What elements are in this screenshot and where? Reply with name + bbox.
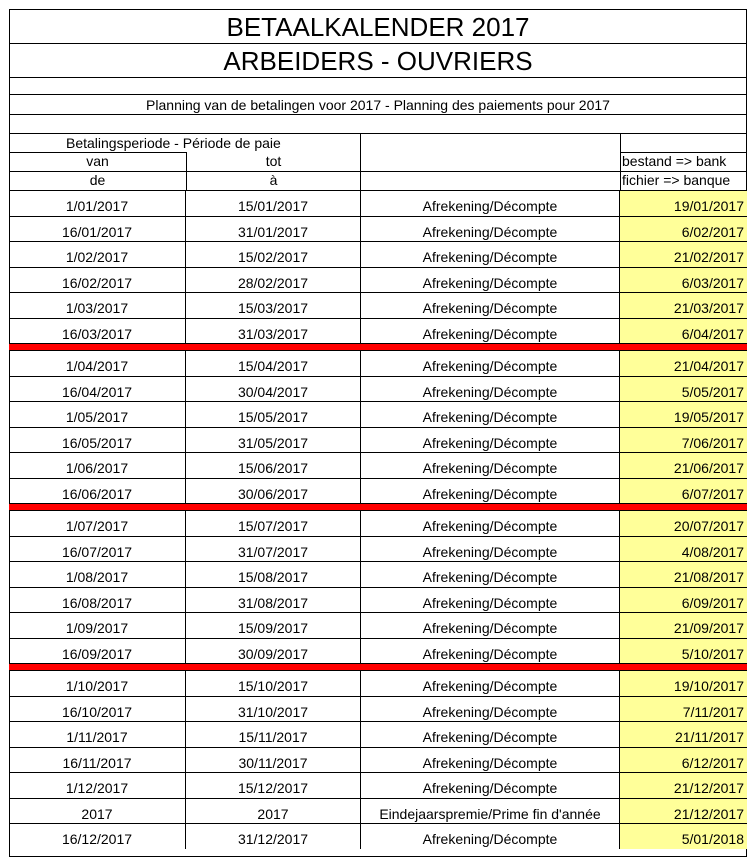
table-row (9, 587, 747, 613)
file-date-cell: 6/03/2017 (620, 268, 747, 293)
table-row (9, 747, 747, 773)
period-start-cell: 16/11/2017 (9, 748, 186, 773)
period-header: Betalingsperiode - Période de paie (66, 135, 281, 151)
period-end-cell: 30/04/2017 (186, 377, 361, 402)
payment-type-cell: Afrekening/Décompte (361, 588, 620, 613)
period-end-cell: 15/07/2017 (186, 511, 361, 536)
table-row (9, 190, 747, 216)
planning-caption: Planning van de betalingen voor 2017 - Planning des paiements pour 2017 (9, 94, 747, 114)
table-row (9, 772, 747, 798)
table-row (9, 696, 747, 722)
payment-type-cell: Afrekening/Décompte (361, 748, 620, 773)
payment-type-cell: Afrekening/Décompte (361, 537, 620, 562)
header-divider (620, 133, 621, 190)
file-date-cell: 5/10/2017 (620, 639, 747, 664)
period-start-cell: 1/03/2017 (9, 293, 186, 318)
period-end-cell: 30/11/2017 (186, 748, 361, 773)
page-title: BETAALKALENDER 2017 (9, 9, 747, 43)
payment-type-cell: Afrekening/Décompte (361, 722, 620, 747)
table-row (9, 241, 747, 267)
file-date-cell: 21/06/2017 (620, 453, 747, 478)
period-start-cell: 1/07/2017 (9, 511, 186, 536)
van-header: van (86, 153, 109, 169)
table-row (9, 670, 747, 696)
payment-type-cell: Afrekening/Décompte (361, 773, 620, 798)
payment-type-cell: Afrekening/Décompte (361, 351, 620, 376)
period-start-cell: 1/01/2017 (9, 191, 186, 216)
period-end-cell: 15/03/2017 (186, 293, 361, 318)
period-start-cell: 16/05/2017 (9, 428, 186, 453)
period-end-cell: 15/09/2017 (186, 613, 361, 638)
table-row (9, 318, 747, 344)
payment-type-cell: Afrekening/Décompte (361, 613, 620, 638)
file-date-cell: 7/06/2017 (620, 428, 747, 453)
spacer-row (9, 77, 747, 94)
file-date-cell: 6/07/2017 (620, 479, 747, 504)
payment-type-cell: Afrekening/Décompte (361, 479, 620, 504)
period-end-cell: 31/10/2017 (186, 697, 361, 722)
file-date-cell: 6/02/2017 (620, 217, 747, 242)
table-row (9, 510, 747, 536)
period-end-cell: 15/01/2017 (186, 191, 361, 216)
table-row (9, 216, 747, 242)
period-start-cell: 1/06/2017 (9, 453, 186, 478)
period-end-cell: 31/07/2017 (186, 537, 361, 562)
period-start-cell: 1/11/2017 (9, 722, 186, 747)
period-end-cell: 15/05/2017 (186, 402, 361, 427)
period-start-cell: 16/06/2017 (9, 479, 186, 504)
file-date-cell: 19/01/2017 (620, 191, 747, 216)
file-date-cell: 21/04/2017 (620, 351, 747, 376)
payment-type-cell: Afrekening/Décompte (361, 671, 620, 696)
period-end-cell: 15/04/2017 (186, 351, 361, 376)
table-row (9, 478, 747, 504)
file-date-cell: 5/01/2018 (620, 824, 747, 849)
payment-type-cell: Afrekening/Décompte (361, 293, 620, 318)
file-date-cell: 21/12/2017 (620, 773, 747, 798)
a-header: à (269, 172, 278, 188)
file-date-cell: 6/12/2017 (620, 748, 747, 773)
bestand-header: bestand => bank (622, 153, 727, 169)
table-row (9, 350, 747, 376)
file-date-cell: 19/05/2017 (620, 402, 747, 427)
period-end-cell: 28/02/2017 (186, 268, 361, 293)
file-date-cell: 20/07/2017 (620, 511, 747, 536)
de-header: de (89, 172, 106, 188)
period-start-cell: 16/08/2017 (9, 588, 186, 613)
quarter-separator (9, 343, 747, 350)
period-end-cell: 15/11/2017 (186, 722, 361, 747)
table-row (9, 401, 747, 427)
period-end-cell: 15/12/2017 (186, 773, 361, 798)
period-start-cell: 16/04/2017 (9, 377, 186, 402)
period-end-cell: 15/10/2017 (186, 671, 361, 696)
period-end-cell: 31/05/2017 (186, 428, 361, 453)
table-row (9, 721, 747, 747)
payment-type-cell: Afrekening/Décompte (361, 217, 620, 242)
payment-type-cell: Afrekening/Décompte (361, 824, 620, 849)
payment-type-cell: Afrekening/Décompte (361, 242, 620, 267)
period-start-cell: 16/02/2017 (9, 268, 186, 293)
period-start-cell: 1/08/2017 (9, 562, 186, 587)
table-row (9, 427, 747, 453)
payment-type-cell: Afrekening/Décompte (361, 639, 620, 664)
payment-type-cell: Afrekening/Décompte (361, 562, 620, 587)
table-row (9, 267, 747, 293)
table-row (9, 561, 747, 587)
table-row (9, 638, 747, 664)
period-end-cell: 15/02/2017 (186, 242, 361, 267)
table-row (9, 798, 747, 824)
period-start-cell: 1/02/2017 (9, 242, 186, 267)
period-start-cell: 1/09/2017 (9, 613, 186, 638)
table-row (9, 823, 747, 849)
period-end-cell: 31/12/2017 (186, 824, 361, 849)
period-start-cell: 16/01/2017 (9, 217, 186, 242)
payment-type-cell: Eindejaarspremie/Prime fin d'année (361, 799, 620, 824)
file-date-cell: 21/02/2017 (620, 242, 747, 267)
period-start-cell: 1/04/2017 (9, 351, 186, 376)
period-start-cell: 16/09/2017 (9, 639, 186, 664)
period-end-cell: 30/09/2017 (186, 639, 361, 664)
file-date-cell: 21/11/2017 (620, 722, 747, 747)
payment-type-cell: Afrekening/Décompte (361, 697, 620, 722)
tot-header: tot (265, 153, 282, 169)
period-end-cell: 2017 (186, 799, 361, 824)
table-row (9, 452, 747, 478)
payment-table (9, 190, 747, 849)
file-date-cell: 21/12/2017 (620, 799, 747, 824)
fichier-header: fichier => banque (622, 172, 731, 188)
payment-type-cell: Afrekening/Décompte (361, 268, 620, 293)
file-date-cell: 19/10/2017 (620, 671, 747, 696)
period-end-cell: 15/08/2017 (186, 562, 361, 587)
file-date-cell: 21/03/2017 (620, 293, 747, 318)
page-subtitle: ARBEIDERS - OUVRIERS (9, 43, 747, 77)
table-row (9, 612, 747, 638)
period-start-cell: 16/12/2017 (9, 824, 186, 849)
period-end-cell: 31/08/2017 (186, 588, 361, 613)
period-start-cell: 1/12/2017 (9, 773, 186, 798)
period-start-cell: 16/10/2017 (9, 697, 186, 722)
spacer-row (9, 114, 747, 133)
payment-type-cell: Afrekening/Décompte (361, 511, 620, 536)
table-row (9, 536, 747, 562)
file-date-cell: 21/08/2017 (620, 562, 747, 587)
period-start-cell: 16/07/2017 (9, 537, 186, 562)
file-date-cell: 5/05/2017 (620, 377, 747, 402)
payment-type-cell: Afrekening/Décompte (361, 191, 620, 216)
payment-type-cell: Afrekening/Décompte (361, 428, 620, 453)
table-row (9, 376, 747, 402)
file-date-cell: 6/04/2017 (620, 319, 747, 344)
payment-type-cell: Afrekening/Décompte (361, 402, 620, 427)
period-end-cell: 15/06/2017 (186, 453, 361, 478)
payment-type-cell: Afrekening/Décompte (361, 453, 620, 478)
file-date-cell: 6/09/2017 (620, 588, 747, 613)
file-date-cell: 21/09/2017 (620, 613, 747, 638)
quarter-separator (9, 503, 747, 510)
table-row (9, 292, 747, 318)
period-start-cell: 16/03/2017 (9, 319, 186, 344)
file-date-cell: 7/11/2017 (620, 697, 747, 722)
period-start-cell: 1/10/2017 (9, 671, 186, 696)
payment-type-cell: Afrekening/Décompte (361, 377, 620, 402)
quarter-separator (9, 663, 747, 670)
payment-type-cell: Afrekening/Décompte (361, 319, 620, 344)
file-date-cell: 4/08/2017 (620, 537, 747, 562)
period-end-cell: 31/01/2017 (186, 217, 361, 242)
period-start-cell: 1/05/2017 (9, 402, 186, 427)
header-top-line (9, 133, 747, 134)
table-bottom-line (9, 856, 747, 857)
period-start-cell: 2017 (9, 799, 186, 824)
period-end-cell: 30/06/2017 (186, 479, 361, 504)
period-end-cell: 31/03/2017 (186, 319, 361, 344)
